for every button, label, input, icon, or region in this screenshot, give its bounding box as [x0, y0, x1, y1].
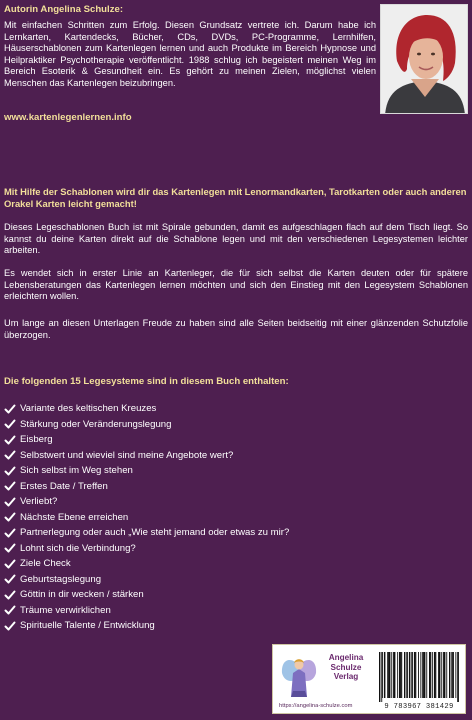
author-photo	[380, 4, 468, 114]
barcode-bar	[411, 652, 412, 698]
list-item-label: Verliebt?	[20, 496, 58, 508]
publisher-name	[321, 653, 371, 682]
check-icon	[4, 434, 16, 446]
check-icon	[4, 620, 16, 632]
list-item-label: Variante des keltischen Kreuzes	[20, 403, 157, 415]
barcode-bar	[424, 652, 425, 698]
list-item-label: Ziele Check	[20, 558, 71, 570]
list-item	[4, 541, 289, 557]
list-item-label: Sich selbst im Weg stehen	[20, 465, 133, 477]
barcode-bar	[423, 652, 424, 698]
list-item	[4, 479, 289, 495]
barcode-bar	[391, 652, 392, 698]
barcode-bar	[388, 652, 389, 698]
barcode-bar	[382, 652, 383, 698]
barcode-bar	[451, 652, 452, 698]
publisher-name-line-1: Angelina	[328, 653, 364, 662]
barcode-bar	[441, 652, 442, 698]
barcode-bar	[418, 652, 419, 698]
barcode-bar	[400, 652, 401, 698]
publisher-url[interactable]: https://angelina-schulze.com	[279, 703, 353, 709]
list-item	[4, 432, 289, 448]
barcode-bar	[435, 652, 436, 698]
author-portrait-icon	[381, 5, 468, 114]
check-icon	[4, 496, 16, 508]
barcode-bar	[414, 652, 415, 698]
list-item-label: Erstes Date / Treffen	[20, 480, 108, 492]
publisher-box	[272, 644, 466, 714]
list-item-label: Nächste Ebene erreichen	[20, 511, 129, 523]
barcode-bar	[455, 652, 456, 698]
check-icon	[4, 449, 16, 461]
list-item-label: Partnerlegung oder auch „Wie steht jemand oder etwas zu mir?	[20, 527, 290, 539]
check-icon	[4, 465, 16, 477]
intro-paragraph-3: Um lange an diesen Unterlagen Freude zu haben sind alle Seiten beidseitig mit einer glänzenden Schutzfolie überzogen.	[4, 318, 468, 340]
barcode-bar	[399, 652, 400, 698]
list-item-label: Göttin in dir wecken / stärken	[20, 589, 144, 601]
list-item	[4, 603, 289, 619]
barcode-bar	[449, 652, 450, 698]
barcode-bar	[422, 652, 423, 698]
list-item-label: Geburtstagslegung	[20, 573, 102, 585]
author-heading: Autorin Angelina Schulze:	[4, 4, 124, 15]
check-icon	[4, 589, 16, 601]
check-icon	[4, 418, 16, 430]
barcode-bar	[387, 652, 388, 698]
barcode-bar	[415, 652, 416, 698]
author-website-link[interactable]: www.kartenlegenlernen.info	[4, 112, 132, 123]
barcode-bar	[443, 652, 444, 698]
list-item-label: Träume verwirklichen	[20, 604, 111, 616]
barcode-bar	[407, 652, 408, 698]
check-icon	[4, 604, 16, 616]
barcode-bar	[394, 652, 395, 698]
list-item	[4, 494, 289, 510]
publisher-name-line-3: Verlag	[333, 672, 359, 682]
list-item-label: Lohnt sich die Verbindung?	[20, 542, 136, 554]
barcode-bar	[453, 652, 454, 698]
barcode-bar	[438, 652, 439, 698]
intro-headline: Mit Hilfe der Schablonen wird dir das Kartenlegen mit Lenormandkarten, Tarotkarten oder auch anderen Orakel Karten leicht gemacht!	[4, 186, 467, 209]
list-item	[4, 401, 289, 417]
barcode-bar	[432, 652, 433, 698]
barcode-bar	[457, 652, 458, 702]
barcode-bar	[420, 652, 421, 698]
list-item	[4, 587, 289, 603]
check-icon	[4, 542, 16, 554]
check-icon	[4, 558, 16, 570]
check-icon	[4, 573, 16, 585]
check-icon	[4, 480, 16, 492]
barcode-bar	[384, 652, 385, 698]
list-item	[4, 572, 289, 588]
list-item	[4, 618, 289, 634]
barcode-bar	[434, 652, 435, 698]
barcode-bar	[409, 652, 410, 698]
barcode-bar	[393, 652, 394, 698]
intro-paragraph-1: Dieses Legeschablonen Buch ist mit Spirale gebunden, damit es aufgeschlagen flach auf dem Tisch liegt. So kannst du deine Karten direkt auf die Schablone legen und mit den verschiedenen Legesystemen leichter arbeiten.	[4, 222, 468, 256]
systems-list	[4, 401, 289, 634]
barcode-bar	[381, 652, 382, 702]
list-item	[4, 448, 289, 464]
systems-heading: Die folgenden 15 Legesysteme sind in diesem Buch enthalten:	[4, 376, 289, 387]
barcode-bar	[389, 652, 390, 698]
check-icon	[4, 511, 16, 523]
list-item	[4, 525, 289, 541]
barcode-bar	[452, 652, 453, 698]
list-item	[4, 556, 289, 572]
isbn-barcode	[377, 650, 461, 702]
barcode-bar	[444, 652, 445, 698]
barcode-bar	[397, 652, 398, 698]
intro-paragraph-2: Es wendet sich in erster Linie an Kartenleger, die für sich selbst die Karten deuten oder für spätere Lebensberatungen das Kartenlegen lernen möchten und sich den Einstieg mit den Legesystem Schablonen erleichtern wollen.	[4, 268, 468, 302]
list-item-label: Spirituelle Talente / Entwicklung	[20, 620, 155, 632]
barcode-bar	[406, 652, 407, 698]
list-item-label: Eisberg	[20, 434, 53, 446]
barcode-bar	[404, 652, 405, 698]
barcode-bar	[379, 652, 380, 702]
barcode-bar	[458, 652, 459, 702]
list-item-label: Stärkung oder Veränderungslegung	[20, 418, 172, 430]
list-item	[4, 510, 289, 526]
barcode-bar	[401, 652, 402, 698]
list-item	[4, 463, 289, 479]
check-icon	[4, 527, 16, 539]
barcode-bar	[430, 652, 431, 698]
angel-logo-icon	[279, 651, 319, 701]
list-item	[4, 417, 289, 433]
barcode-bar	[439, 652, 440, 698]
author-bio: Mit einfachen Schritten zum Erfolg. Diesen Grundsatz vertrete ich. Darum habe ich Lernkarten, Kartendecks, Bücher, CDs, DVDs, PC-Programme, Lernhilfen, Häuserschablonen zum Kartenlegen lernen und auch Produkte im Bereich Hypnose und Heilpraktiker Psychotherapie veröffentlicht. 1988 schlug ich begeistert meinen Weg im Bereich Esoterik & Gesundheit ein. Es gehört zu meinen Zielen, möglichst vielen Menschen das Kartenlegen beizubringen.	[4, 20, 376, 88]
publisher-name-line-2: Schulze	[330, 662, 362, 672]
barcode-bar	[412, 652, 413, 698]
isbn-number: 9 783967 381429	[384, 703, 454, 711]
check-icon	[4, 403, 16, 415]
list-item-label: Selbstwert und wieviel sind meine Angebote wert?	[20, 449, 234, 461]
barcode-bar	[426, 652, 427, 698]
barcode-bar	[429, 652, 430, 698]
barcode-bar	[446, 652, 447, 698]
